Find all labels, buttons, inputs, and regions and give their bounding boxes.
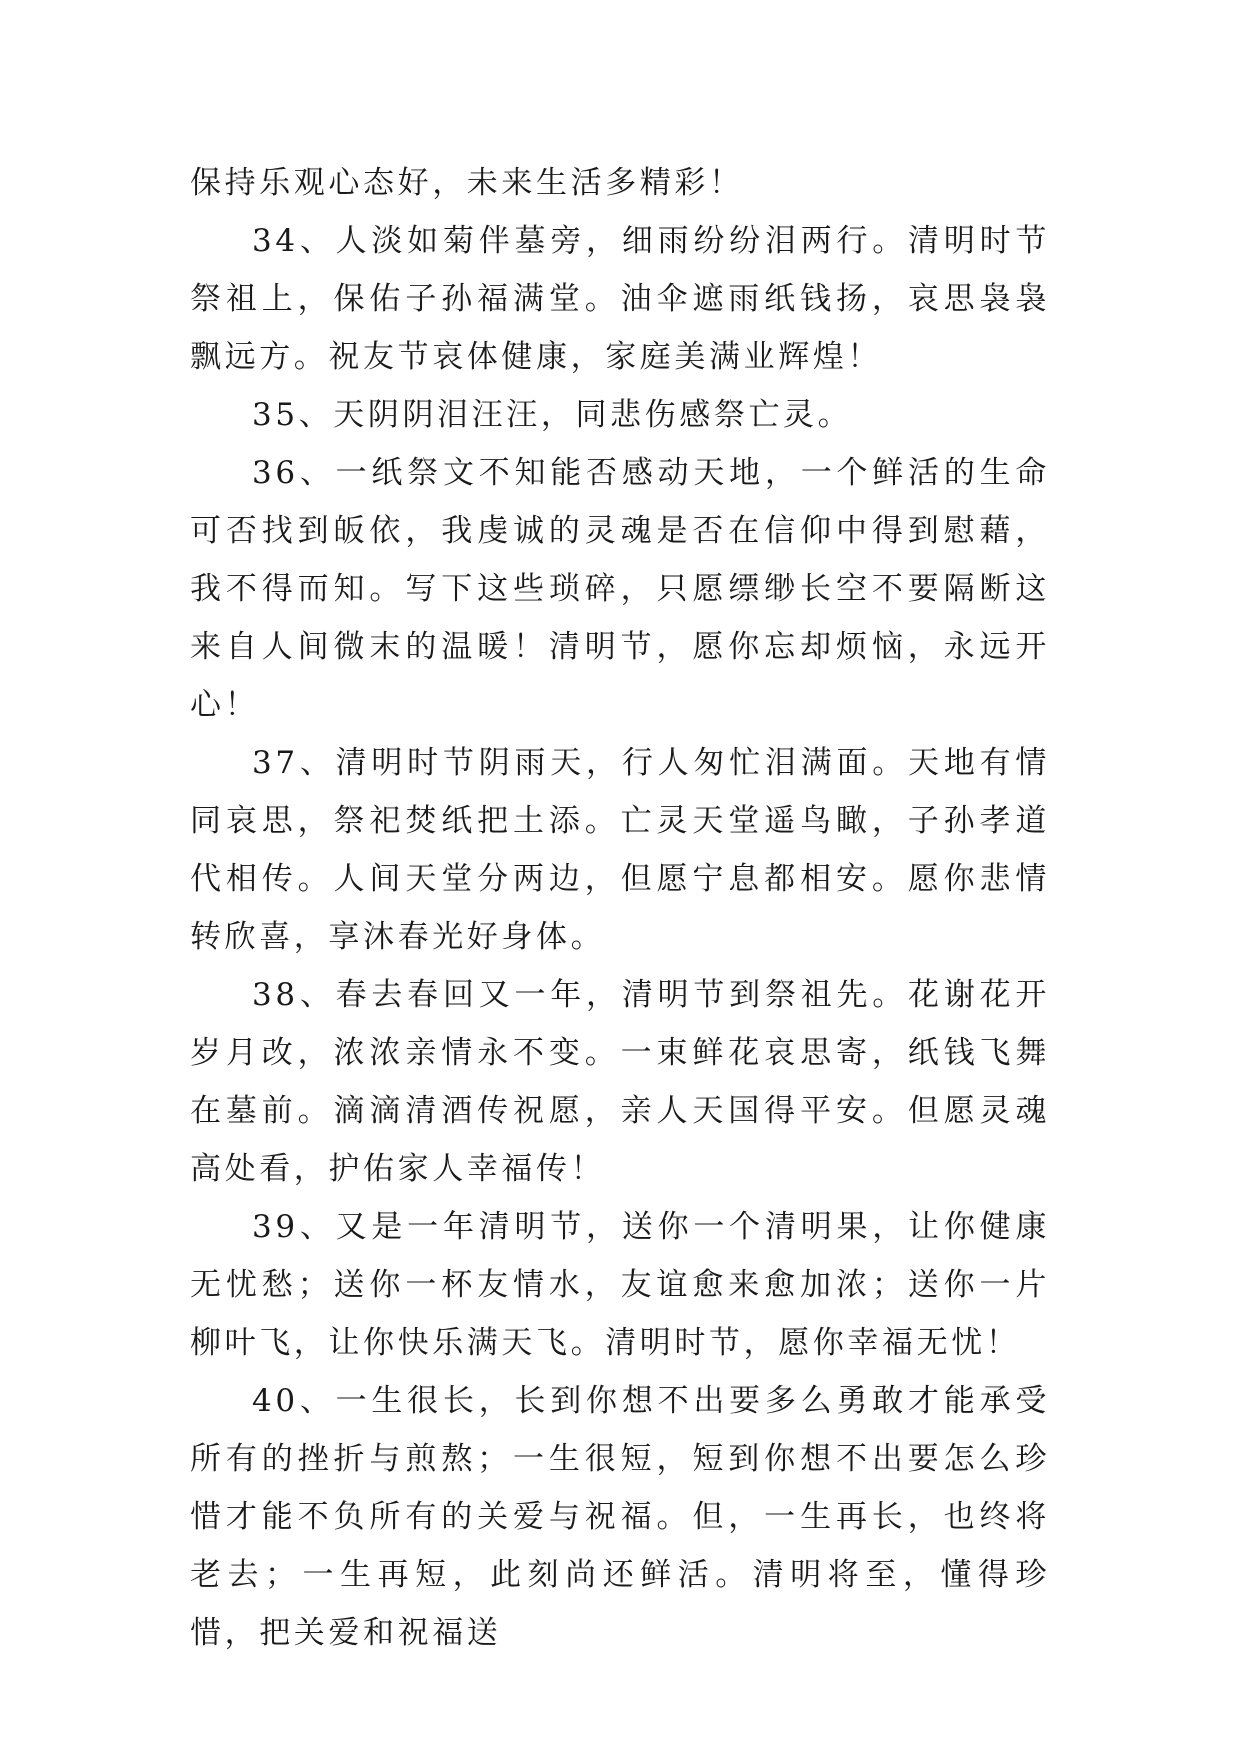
document-body <box>190 154 1050 1662</box>
paragraph-40: 40、一生很长，长到你想不出要多么勇敢才能承受所有的挫折与煎熬；一生很短，短到你想不出要怎么珍惜才能不负所有的关爱与祝福。但，一生再长，也终将老去；一生再短，此刻尚还鲜活。清明将至，懂得珍惜，把关爱和祝福送 <box>190 1383 1050 1651</box>
paragraph-36: 36、一纸祭文不知能否感动天地，一个鲜活的生命可否找到皈依，我虔诚的灵魂是否在信仰中得到慰藉，我不得而知。写下这些琐碎，只愿缥缈长空不要隔断这来自人间微末的温暖！清明节，愿你忘却烦恼，永远开心！ <box>190 455 1050 723</box>
paragraph-continuation: 保持乐观心态好，未来生活多精彩！ <box>190 165 744 201</box>
paragraph-34: 34、人淡如菊伴墓旁，细雨纷纷泪两行。清明时节祭祖上，保佑子孙福满堂。油伞遮雨纸钱扬，哀思袅袅飘远方。祝友节哀体健康，家庭美满业辉煌！ <box>190 223 1050 375</box>
paragraph-37: 37、清明时节阴雨天，行人匆忙泪满面。天地有情同哀思，祭祀焚纸把土添。亡灵天堂遥鸟瞰，子孙孝道代相传。人间天堂分两边，但愿宁息都相安。愿你悲情转欣喜，享沐春光好身体。 <box>190 745 1050 955</box>
paragraph-35: 35、天阴阴泪汪汪，同悲伤感祭亡灵。 <box>252 397 853 433</box>
paragraph-38: 38、春去春回又一年，清明节到祭祖先。花谢花开岁月改，浓浓亲情永不变。一束鲜花哀思寄，纸钱飞舞在墓前。滴滴清酒传祝愿，亲人天国得平安。但愿灵魂高处看，护佑家人幸福传！ <box>190 977 1050 1187</box>
paragraph-39: 39、又是一年清明节，送你一个清明果，让你健康无忧愁；送你一杯友情水，友谊愈来愈加浓；送你一片柳叶飞，让你快乐满天飞。清明时节，愿你幸福无忧！ <box>190 1209 1050 1361</box>
